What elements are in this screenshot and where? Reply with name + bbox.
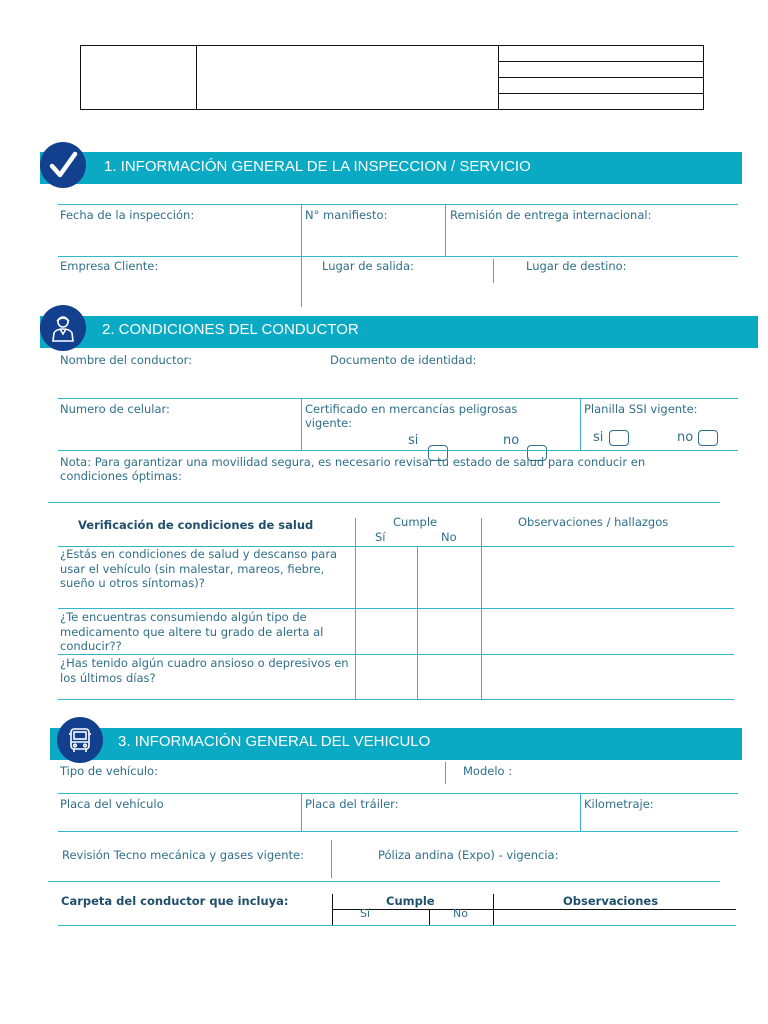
checkmark-icon (40, 142, 86, 188)
s1-rule-top (58, 204, 738, 205)
planilla-no-label: no (677, 430, 694, 445)
carpeta-col-divider-2 (429, 909, 430, 926)
health-table-header-obs: Observaciones / hallazgos (518, 515, 669, 529)
tipo-vehiculo-label: Tipo de vehículo: (60, 764, 158, 778)
carpeta-col-divider-1 (332, 894, 333, 926)
section-1-title: 1. INFORMACIÓN GENERAL DE LA INSPECCION / SERVICIO (104, 158, 531, 175)
health-table-header-cumple: Cumple (393, 515, 438, 529)
s1-divider-c (301, 257, 302, 307)
revision-tecno-label: Revisión Tecno mecánica y gases vigente: (62, 848, 304, 862)
header-row-line-1 (498, 61, 704, 62)
health-col-divider-2 (417, 546, 418, 700)
s2-divider-b (580, 399, 581, 451)
celular-label: Numero de celular: (60, 402, 170, 416)
s3-rule-2 (58, 831, 738, 832)
s3-divider-b (301, 794, 302, 832)
s1-rule-mid (58, 256, 738, 257)
carpeta-bottom-rule (58, 925, 736, 926)
carpeta-si-header: Sí (360, 907, 371, 920)
nombre-conductor-label: Nombre del conductor: (60, 353, 193, 367)
manifiesto-label: N° manifiesto: (305, 208, 388, 222)
placa-vehiculo-label: Placa del vehículo (60, 797, 164, 811)
fecha-inspeccion-label: Fecha de la inspección: (60, 208, 195, 222)
s2-rule-3 (48, 502, 720, 503)
s3-divider-c (580, 794, 581, 832)
certificado-si-label: si (408, 433, 419, 448)
health-row-rule-3 (58, 699, 734, 700)
carpeta-title: Carpeta del conductor que incluya: (61, 894, 289, 908)
planilla-label: Planilla SSI vigente: (584, 402, 698, 416)
s3-rule-1 (58, 793, 738, 794)
kilometraje-label: Kilometraje: (584, 797, 654, 811)
s2-rule-1 (58, 398, 738, 399)
lugar-destino-label: Lugar de destino: (526, 259, 627, 273)
carpeta-header-rule (332, 909, 736, 910)
modelo-label: Modelo : (463, 764, 513, 778)
header-row-line-3 (498, 93, 704, 94)
bus-icon (57, 717, 103, 763)
planilla-si-checkbox[interactable] (609, 430, 629, 446)
carpeta-no-header: No (453, 907, 468, 920)
driver-icon (40, 305, 86, 351)
header-left-border (80, 45, 81, 110)
header-top-border (80, 45, 704, 46)
carpeta-col-divider-3 (493, 894, 494, 926)
header-divider-1 (196, 45, 197, 110)
s3-divider-a (445, 762, 446, 784)
planilla-no-checkbox[interactable] (698, 430, 718, 446)
documento-identidad-label: Documento de identidad: (330, 353, 477, 367)
health-row-1-question: ¿Estás en condiciones de salud y descanso para usar el vehículo (sin malestar, mareos, fiebre, sueño u otros síntomas)? (60, 547, 338, 590)
section-3-title: 3. INFORMACIÓN GENERAL DEL VEHICULO (118, 733, 431, 750)
s1-divider-b (445, 205, 446, 257)
poliza-label: Póliza andina (Expo) - vigencia: (378, 848, 559, 862)
s3-rule-3 (48, 881, 720, 882)
header-row-line-2 (498, 77, 704, 78)
health-table-header-si: Sí (375, 530, 386, 544)
health-row-rule-2 (58, 654, 734, 655)
health-table-header-title: Verificación de condiciones de salud (78, 518, 314, 532)
header-bottom-border (80, 109, 704, 110)
placa-trailer-label: Placa del tráiler: (305, 797, 399, 811)
lugar-salida-label: Lugar de salida: (322, 259, 414, 273)
certificado-label: Certificado en mercancías peligrosas vigente: (305, 402, 518, 430)
s2-rule-2 (58, 450, 738, 451)
planilla-si-label: si (593, 430, 604, 445)
section-2-title: 2. CONDICIONES DEL CONDUCTOR (102, 321, 359, 338)
health-row-2-question: ¿Te encuentras consumiendo algún tipo de medicamento que altere tu grado de alerta al conducir?? (60, 610, 324, 653)
s3-divider-d (331, 840, 332, 878)
remision-label: Remisión de entrega internacional: (450, 208, 652, 222)
s2-divider-a (301, 399, 302, 451)
empresa-cliente-label: Empresa Cliente: (60, 259, 159, 273)
nota-text: Nota: Para garantizar una movilidad segura, es necesario revisar tu estado de salud para conducir en condiciones óptimas: (60, 455, 646, 483)
carpeta-cumple-header: Cumple (386, 894, 435, 908)
certificado-no-label: no (503, 433, 520, 448)
s1-divider-d (493, 259, 494, 283)
health-table-header-no: No (441, 530, 457, 544)
carpeta-obs-header: Observaciones (563, 894, 659, 908)
s1-divider-a (301, 205, 302, 257)
health-row-rule-1 (58, 608, 734, 609)
health-row-3-question: ¿Has tenido algún cuadro ansioso o depresivos en los últimos días? (60, 656, 349, 685)
